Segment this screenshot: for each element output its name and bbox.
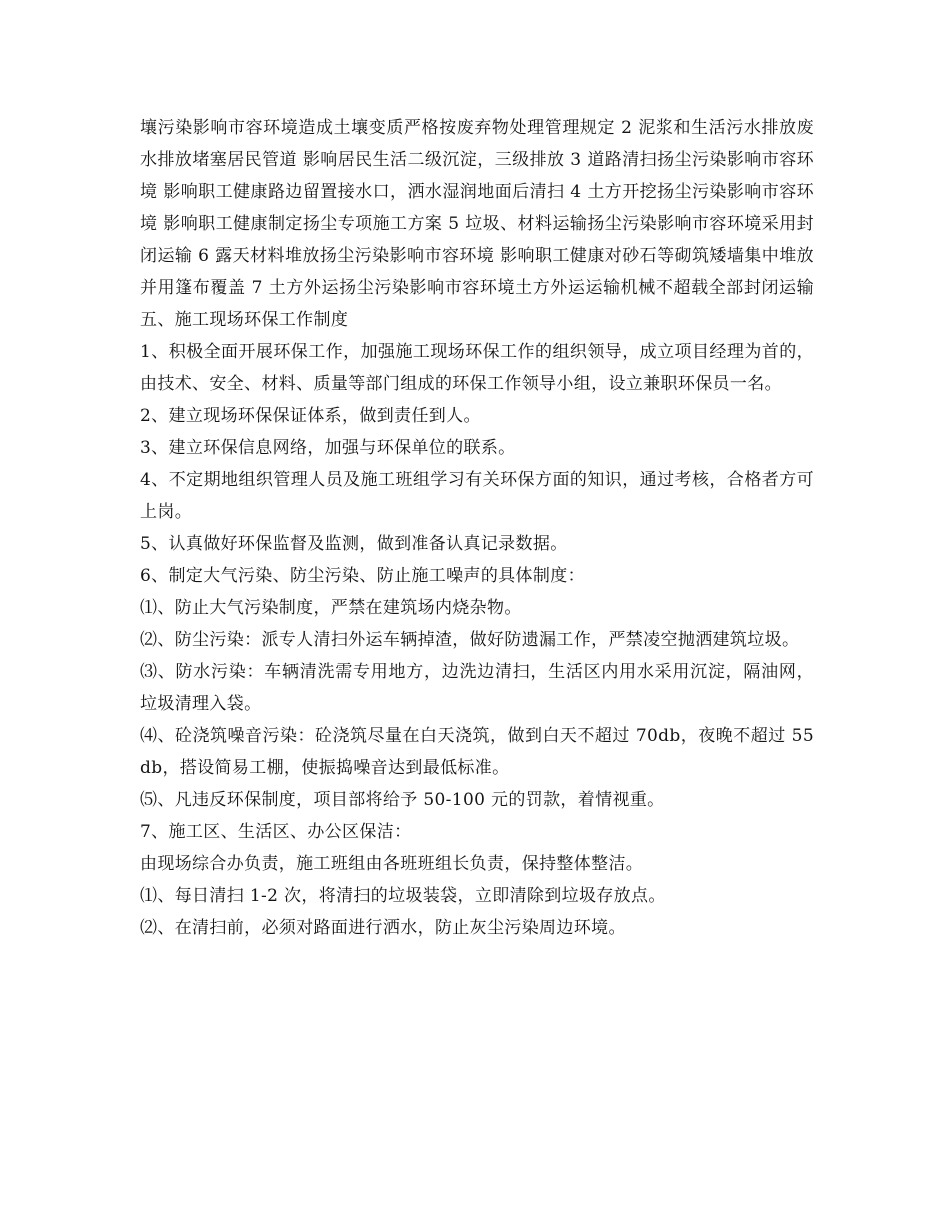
paragraph-item-7-intro: 由现场综合办负责，施工班组由各班班组长负责，保持整体整洁。 xyxy=(140,854,644,874)
paragraph-item-4: 4、不定期地组织管理人员及施工班组学习有关环保方面的知识，通过考核，合格者方可上岗。 xyxy=(140,470,814,522)
paragraph-subitem-6-3: ⑶、防水污染：车辆清洗需专用地方，边洗边清扫，生活区内用水采用沉淀，隔油网，垃圾清理入袋。 xyxy=(140,662,814,714)
paragraph-subitem-7-2: ⑵、在清扫前，必须对路面进行洒水，防止灰尘污染周边环境。 xyxy=(140,918,626,938)
paragraph-pollution-table-text: 壤污染影响市容环境造成土壤变质严格按废弃物处理管理规定 2 泥浆和生活污水排放废水排放堵塞居民管道 影响居民生活二级沉淀，三级排放 3 道路清扫扬尘污染影响市容环境 影响职工健康路边留置接水口，洒水湿润地面后清扫 4 土方开挖扬尘污染影响市容环境 影响职工健康制定扬尘专项施工方案 5 垃圾、材料运输扬尘污染影响市容环境采用封闭运输 6 露天材料堆放扬尘污染影响市容环境 影响职工健康对砂石等砌筑矮墙集中堆放并用篷布覆盖 7 土方外运扬尘污染影响市容环境土方外运运输机械不超载全部封闭运输五、施工现场环保工作制度 xyxy=(140,118,814,330)
paragraph-item-1: 1、积极全面开展环保工作，加强施工现场环保工作的组织领导，成立项目经理为首的，由技术、安全、材料、质量等部门组成的环保工作领导小组，设立兼职环保员一名。 xyxy=(140,342,814,394)
paragraph-subitem-6-1: ⑴、防止大气污染制度，严禁在建筑场内烧杂物。 xyxy=(140,598,522,618)
paragraph-item-2: 2、建立现场环保保证体系，做到责任到人。 xyxy=(140,406,481,426)
paragraph-subitem-7-1: ⑴、每日清扫 1-2 次，将清扫的垃圾装袋，立即清除到垃圾存放点。 xyxy=(140,886,666,906)
paragraph-subitem-6-2: ⑵、防尘污染：派专人清扫外运车辆掉渣，做好防遗漏工作，严禁凌空抛洒建筑垃圾。 xyxy=(140,630,800,650)
paragraph-subitem-6-5: ⑸、凡违反环保制度，项目部将给予 50-100 元的罚款，着情视重。 xyxy=(140,790,665,810)
paragraph-item-3: 3、建立环保信息网络，加强与环保单位的联系。 xyxy=(140,438,516,458)
paragraph-item-5: 5、认真做好环保监督及监测，做到准备认真记录数据。 xyxy=(140,534,568,554)
paragraph-item-6: 6、制定大气污染、防尘污染、防止施工噪声的具体制度： xyxy=(140,566,585,586)
paragraph-item-7: 7、施工区、生活区、办公区保洁： xyxy=(140,822,412,842)
document-body xyxy=(140,112,814,944)
paragraph-subitem-6-4: ⑷、砼浇筑噪音污染：砼浇筑尽量在白天浇筑，做到白天不超过 70db，夜晚不超过 55db，搭设简易工棚，使振捣噪音达到最低标准。 xyxy=(140,726,814,778)
